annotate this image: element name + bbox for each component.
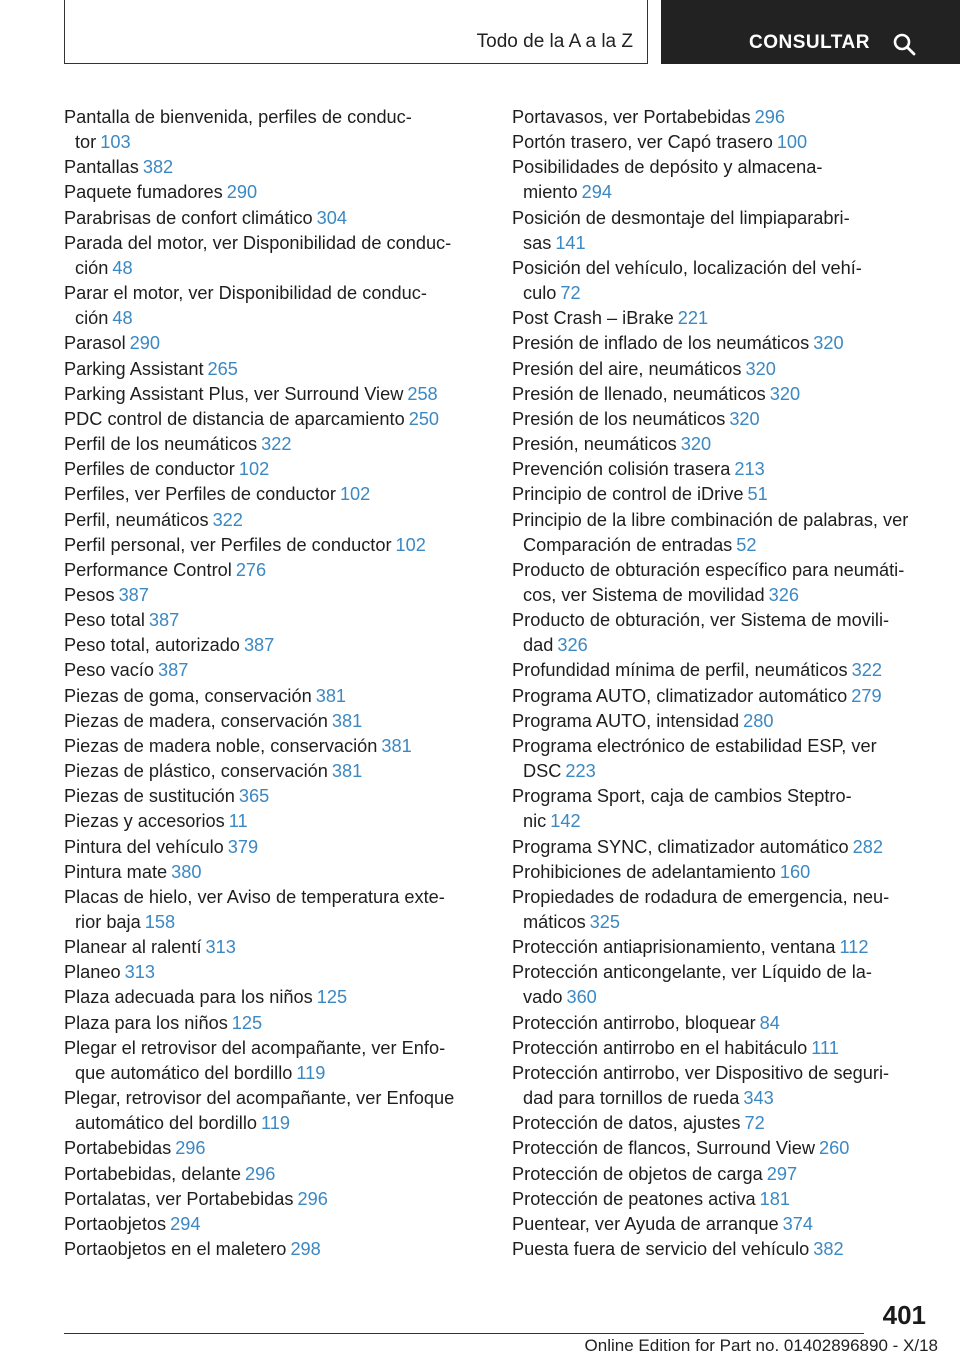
entry-term-continued: cos, ver Sistema de movilidad bbox=[523, 584, 765, 605]
entry-term-continued: ción bbox=[75, 257, 109, 278]
page-link[interactable]: 387 bbox=[148, 610, 180, 631]
entry-term: Protección antirrobo, bloquear bbox=[512, 1012, 756, 1033]
entry-term: Placas de hielo, ver Aviso de temperatura exte- bbox=[64, 886, 445, 907]
page-link[interactable]: 387 bbox=[243, 635, 275, 656]
page-link[interactable]: 52 bbox=[736, 534, 757, 555]
entry-term: Presión, neumáticos bbox=[512, 434, 677, 455]
page-link[interactable]: 276 bbox=[235, 559, 267, 580]
entry-term: Portaobjetos en el maletero bbox=[64, 1239, 287, 1260]
page-link[interactable]: 322 bbox=[212, 509, 243, 530]
entry-term: Pintura del vehículo bbox=[64, 836, 224, 857]
footer-divider bbox=[64, 1333, 864, 1334]
entry-term: PDC control de distancia de aparcamiento bbox=[64, 408, 405, 429]
entry-term: Pesos bbox=[64, 584, 115, 605]
page-link[interactable]: 360 bbox=[566, 987, 597, 1008]
section-title: Todo de la A a la Z bbox=[476, 31, 633, 52]
page-link[interactable]: 320 bbox=[813, 333, 844, 354]
entry-term: Pintura mate bbox=[64, 861, 168, 882]
index-entry bbox=[64, 658, 484, 683]
page-link[interactable]: 382 bbox=[813, 1239, 844, 1260]
index-entry bbox=[512, 835, 942, 860]
page-link[interactable]: 112 bbox=[839, 937, 869, 958]
entry-term: Portalatas, ver Portabebidas bbox=[64, 1188, 294, 1209]
entry-term: Pantallas bbox=[64, 157, 139, 178]
page-link[interactable]: 294 bbox=[170, 1213, 201, 1234]
index-entry bbox=[64, 935, 484, 960]
entry-term: Parada del motor, ver Disponibilidad de conduc- bbox=[64, 232, 452, 253]
index-entry bbox=[512, 382, 942, 407]
entry-term: Performance Control bbox=[64, 559, 232, 580]
entry-term-continued: dad para tornillos de rueda bbox=[523, 1088, 740, 1109]
index-entry bbox=[64, 885, 484, 935]
entry-term: Protección antirrobo en el habitáculo bbox=[512, 1037, 808, 1058]
entry-term: Parasol bbox=[64, 333, 126, 354]
entry-term: Presión de llenado, neumáticos bbox=[512, 383, 766, 404]
page-link[interactable]: 102 bbox=[339, 484, 371, 505]
page-link[interactable]: 296 bbox=[175, 1138, 206, 1159]
index-entry bbox=[512, 105, 942, 130]
page-link[interactable]: 304 bbox=[316, 207, 348, 228]
entry-term: Producto de obturación, ver Sistema de movili- bbox=[512, 610, 890, 631]
index-entry bbox=[64, 784, 484, 809]
index-entry bbox=[64, 960, 484, 985]
entry-term: Post Crash – iBrake bbox=[512, 308, 674, 329]
entry-term-continued: rior baja bbox=[75, 912, 141, 932]
entry-term: Parabrisas de confort climático bbox=[64, 207, 313, 228]
page-link[interactable]: 380 bbox=[171, 861, 202, 882]
index-entry bbox=[512, 1111, 942, 1136]
index-entry bbox=[512, 130, 942, 155]
index-entry bbox=[64, 432, 484, 457]
entry-term: Presión de inflado de los neumáticos bbox=[512, 333, 810, 354]
entry-term: Parar el motor, ver Disponibilidad de conduc- bbox=[64, 283, 427, 304]
footer-edition: Online Edition for Part no. 01402896890 - X/18 bbox=[584, 1336, 938, 1355]
page-link[interactable]: 382 bbox=[142, 157, 174, 178]
entry-term: Peso vacío bbox=[64, 660, 154, 681]
page-link[interactable]: 320 bbox=[769, 383, 801, 404]
page-link[interactable]: 72 bbox=[560, 283, 581, 304]
page-link[interactable]: 381 bbox=[315, 685, 347, 706]
page-link[interactable]: 379 bbox=[227, 836, 259, 857]
section-header bbox=[64, 0, 648, 64]
entry-term: Portón trasero, ver Capó trasero bbox=[512, 132, 773, 153]
page-link[interactable]: 290 bbox=[226, 182, 258, 203]
entry-term-continued: sas bbox=[523, 232, 552, 253]
page-link[interactable]: 158 bbox=[144, 912, 176, 932]
entry-term: Paquete fumadores bbox=[64, 182, 223, 203]
index-entry bbox=[64, 633, 484, 658]
index-entry bbox=[512, 860, 942, 885]
index-entry bbox=[64, 684, 484, 709]
index-entry bbox=[64, 180, 484, 205]
page-link[interactable]: 320 bbox=[729, 408, 760, 429]
entry-term: Piezas de plástico, conservación bbox=[64, 761, 328, 782]
entry-term: Puesta fuera de servicio del vehículo bbox=[512, 1239, 810, 1260]
page-link[interactable]: 48 bbox=[112, 257, 133, 278]
index-entry bbox=[512, 155, 942, 205]
page-link[interactable]: 125 bbox=[231, 1012, 263, 1033]
page-link[interactable]: 181 bbox=[759, 1188, 791, 1209]
page-link[interactable]: 298 bbox=[290, 1239, 321, 1260]
page-link[interactable]: 111 bbox=[811, 1037, 839, 1058]
index-entry bbox=[64, 382, 484, 407]
page-link[interactable]: 260 bbox=[818, 1138, 850, 1159]
page-link[interactable]: 322 bbox=[261, 434, 292, 455]
entry-term: Posición de desmontaje del limpiaparabri- bbox=[512, 207, 850, 228]
page-link[interactable]: 125 bbox=[316, 987, 348, 1008]
index-entry bbox=[512, 684, 942, 709]
index-entry bbox=[64, 1187, 484, 1212]
entry-term: Plaza adecuada para los niños bbox=[64, 987, 313, 1008]
page-link[interactable]: 213 bbox=[734, 459, 765, 480]
page-link[interactable]: 387 bbox=[157, 660, 189, 681]
entry-term: Protección de objetos de carga bbox=[512, 1163, 763, 1184]
index-entry bbox=[64, 583, 484, 608]
index-entry bbox=[64, 1011, 484, 1036]
entry-term: Piezas de sustitución bbox=[64, 786, 235, 807]
page-link[interactable]: 223 bbox=[565, 761, 596, 782]
page-link[interactable]: 294 bbox=[581, 182, 612, 203]
index-entry bbox=[512, 935, 942, 960]
index-entry bbox=[512, 306, 942, 331]
entry-term: Protección de flancos, Surround View bbox=[512, 1138, 815, 1159]
entry-term: Planeo bbox=[64, 962, 121, 983]
index-column-right bbox=[512, 105, 942, 1262]
entry-term-continued: miento bbox=[523, 182, 578, 203]
index-entry bbox=[64, 407, 484, 432]
page-link[interactable]: 326 bbox=[557, 635, 588, 656]
index-entry bbox=[64, 1162, 484, 1187]
page-link[interactable]: 381 bbox=[331, 761, 363, 782]
entry-term: Plaza para los niños bbox=[64, 1012, 228, 1033]
page-link[interactable]: 326 bbox=[768, 584, 799, 605]
index-entry bbox=[512, 432, 942, 457]
entry-term: Propiedades de rodadura de emergencia, neu- bbox=[512, 886, 890, 907]
entry-term: Principio de la libre combinación de palabras, ver bbox=[512, 509, 909, 530]
entry-term-continued: máticos bbox=[523, 912, 586, 932]
entry-term: Protección antirrobo, ver Dispositivo de seguri- bbox=[512, 1062, 890, 1083]
index-entry bbox=[512, 885, 942, 935]
entry-term: Programa electrónico de estabilidad ESP, ver bbox=[512, 735, 877, 756]
index-entry bbox=[512, 1237, 942, 1262]
index-entry bbox=[64, 1212, 484, 1237]
index-entry bbox=[512, 558, 942, 608]
entry-term-continued: tor bbox=[75, 132, 97, 153]
index-entry bbox=[512, 608, 942, 658]
page-link[interactable]: 100 bbox=[776, 132, 808, 153]
entry-term: Planear al ralentí bbox=[64, 937, 202, 958]
index-entry bbox=[512, 1162, 942, 1187]
entry-term: Perfil de los neumáticos bbox=[64, 434, 258, 455]
page-link[interactable]: 381 bbox=[331, 710, 363, 731]
index-entry bbox=[64, 206, 484, 231]
entry-term: Protección anticongelante, ver Líquido de la- bbox=[512, 962, 872, 983]
page-link[interactable]: 142 bbox=[550, 811, 581, 832]
index-entry bbox=[64, 1086, 484, 1136]
index-entry bbox=[512, 1011, 942, 1036]
page-link[interactable]: 103 bbox=[100, 132, 131, 153]
index-entry bbox=[512, 784, 942, 834]
entry-term-continued: DSC bbox=[523, 761, 562, 782]
index-entry bbox=[512, 331, 942, 356]
page-link[interactable]: 374 bbox=[782, 1213, 813, 1234]
page-link[interactable]: 72 bbox=[744, 1113, 765, 1134]
page-link[interactable]: 160 bbox=[779, 861, 811, 882]
entry-term: Posibilidades de depósito y almacena- bbox=[512, 157, 823, 178]
entry-term: Perfil personal, ver Perfiles de conductor bbox=[64, 534, 392, 555]
page-link[interactable]: 365 bbox=[238, 786, 270, 807]
page-link[interactable]: 250 bbox=[408, 408, 440, 429]
index-entry bbox=[64, 558, 484, 583]
page-link[interactable]: 51 bbox=[747, 484, 768, 505]
entry-term: Portaobjetos bbox=[64, 1213, 167, 1234]
index-entry bbox=[64, 1237, 484, 1262]
index-entry bbox=[64, 1036, 484, 1086]
index-entry bbox=[64, 155, 484, 180]
entry-term: Piezas de madera, conservación bbox=[64, 710, 328, 731]
index-entry bbox=[512, 256, 942, 306]
page-link[interactable]: 258 bbox=[407, 383, 438, 404]
index-entry bbox=[512, 508, 942, 558]
page-link[interactable]: 290 bbox=[129, 333, 161, 354]
entry-term-continued: automático del bordillo bbox=[75, 1113, 257, 1134]
entry-term: Presión del aire, neumáticos bbox=[512, 358, 742, 379]
entry-term: Plegar el retrovisor del acompañante, ver Enfo- bbox=[64, 1037, 446, 1058]
entry-term: Presión de los neumáticos bbox=[512, 408, 726, 429]
index-entry bbox=[512, 1036, 942, 1061]
page-link[interactable]: 279 bbox=[851, 685, 882, 706]
page-link[interactable]: 48 bbox=[112, 308, 133, 329]
index-entry bbox=[512, 1187, 942, 1212]
entry-term: Prevención colisión trasera bbox=[512, 459, 731, 480]
page-link[interactable]: 141 bbox=[555, 232, 586, 253]
index-entry bbox=[64, 734, 484, 759]
page-link[interactable]: 325 bbox=[589, 912, 621, 932]
page-link[interactable]: 387 bbox=[118, 584, 149, 605]
entry-term-continued: ción bbox=[75, 308, 109, 329]
page-number: 401 bbox=[882, 1300, 926, 1330]
page-link[interactable]: 296 bbox=[297, 1188, 328, 1209]
entry-term: Protección de peatones activa bbox=[512, 1188, 756, 1209]
page-link[interactable]: 119 bbox=[260, 1113, 290, 1134]
entry-term: Prohibiciones de adelantamiento bbox=[512, 861, 776, 882]
entry-term: Perfiles, ver Perfiles de conductor bbox=[64, 484, 336, 505]
entry-term: Peso total bbox=[64, 610, 145, 631]
page-link[interactable]: 313 bbox=[205, 937, 236, 958]
entry-term: Principio de control de iDrive bbox=[512, 484, 744, 505]
page-link[interactable]: 381 bbox=[381, 735, 412, 756]
page-link[interactable]: 296 bbox=[754, 107, 785, 127]
index-entry bbox=[512, 960, 942, 1010]
entry-term: Posición del vehículo, localización del vehí- bbox=[512, 257, 862, 278]
index-entry bbox=[64, 809, 484, 834]
entry-term: Pantalla de bienvenida, perfiles de conduc- bbox=[64, 107, 412, 127]
entry-term-continued: vado bbox=[523, 987, 563, 1008]
index-entry bbox=[64, 860, 484, 885]
index-entry bbox=[64, 709, 484, 734]
entry-term: Protección antiaprisionamiento, ventana bbox=[512, 937, 836, 958]
index-entry bbox=[512, 709, 942, 734]
consult-button[interactable] bbox=[661, 0, 960, 64]
index-entry bbox=[64, 231, 484, 281]
search-icon bbox=[892, 32, 916, 56]
entry-term: Portabebidas bbox=[64, 1138, 172, 1159]
index-entry bbox=[512, 407, 942, 432]
entry-term-continued: Comparación de entradas bbox=[523, 534, 733, 555]
entry-term: Piezas de goma, conservación bbox=[64, 685, 312, 706]
page-link[interactable]: 84 bbox=[759, 1012, 780, 1033]
index-entry bbox=[64, 457, 484, 482]
entry-term: Programa Sport, caja de cambios Steptro- bbox=[512, 786, 852, 807]
index-entry bbox=[512, 1212, 942, 1237]
index-entry bbox=[64, 508, 484, 533]
entry-term: Perfiles de conductor bbox=[64, 459, 235, 480]
page-link[interactable]: 119 bbox=[296, 1062, 326, 1083]
page-link[interactable]: 343 bbox=[743, 1088, 774, 1109]
page-link[interactable]: 102 bbox=[238, 459, 270, 480]
index-entry bbox=[512, 1136, 942, 1161]
entry-term-continued: dad bbox=[523, 635, 554, 656]
page-link[interactable]: 282 bbox=[852, 836, 883, 857]
entry-term-continued: que automático del bordillo bbox=[75, 1062, 293, 1083]
page-link[interactable]: 11 bbox=[228, 811, 248, 832]
index-entry bbox=[64, 985, 484, 1010]
index-entry bbox=[512, 734, 942, 784]
index-entry bbox=[64, 281, 484, 331]
page-link[interactable]: 297 bbox=[766, 1163, 798, 1184]
page-link[interactable]: 102 bbox=[395, 534, 426, 555]
page-link[interactable]: 265 bbox=[207, 358, 238, 379]
index-entry bbox=[64, 759, 484, 784]
entry-term: Portabebidas, delante bbox=[64, 1163, 241, 1184]
page-link[interactable]: 320 bbox=[680, 434, 712, 455]
entry-term: Portavasos, ver Portabebidas bbox=[512, 107, 751, 127]
entry-term: Peso total, autorizado bbox=[64, 635, 240, 656]
index-entry bbox=[512, 357, 942, 382]
index-column-left bbox=[64, 105, 484, 1262]
entry-term: Piezas y accesorios bbox=[64, 811, 225, 832]
entry-term: Protección de datos, ajustes bbox=[512, 1113, 741, 1134]
entry-term: Profundidad mínima de perfil, neumáticos bbox=[512, 660, 848, 681]
page-link[interactable]: 313 bbox=[124, 962, 155, 983]
entry-term: Puentear, ver Ayuda de arranque bbox=[512, 1213, 779, 1234]
entry-term: Producto de obturación específico para neumáti- bbox=[512, 559, 905, 580]
index-entry bbox=[64, 1136, 484, 1161]
page-link[interactable]: 320 bbox=[745, 358, 776, 379]
index-entry bbox=[64, 105, 484, 155]
index-entry bbox=[64, 835, 484, 860]
entry-term: Parking Assistant Plus, ver Surround View bbox=[64, 383, 404, 404]
entry-term: Plegar, retrovisor del acompañante, ver Enfoque bbox=[64, 1088, 455, 1109]
index-entry bbox=[512, 482, 942, 507]
index-entry bbox=[512, 206, 942, 256]
consult-label: CONSULTAR bbox=[749, 32, 870, 53]
entry-term: Programa AUTO, intensidad bbox=[512, 710, 740, 731]
entry-term: Programa SYNC, climatizador automático bbox=[512, 836, 849, 857]
entry-term: Piezas de madera noble, conservación bbox=[64, 735, 378, 756]
index-entry bbox=[64, 608, 484, 633]
index-entry bbox=[64, 482, 484, 507]
index-entry bbox=[512, 457, 942, 482]
index-entry bbox=[512, 658, 942, 683]
entry-term: Perfil, neumáticos bbox=[64, 509, 209, 530]
entry-term: Programa AUTO, climatizador automático bbox=[512, 685, 848, 706]
page-link[interactable]: 296 bbox=[244, 1163, 276, 1184]
index-entry bbox=[64, 533, 484, 558]
index-entry bbox=[64, 357, 484, 382]
entry-term: Parking Assistant bbox=[64, 358, 204, 379]
page-link[interactable]: 280 bbox=[743, 710, 774, 731]
entry-term-continued: culo bbox=[523, 283, 557, 304]
page-link[interactable]: 322 bbox=[851, 660, 882, 681]
page-link[interactable]: 221 bbox=[677, 308, 709, 329]
index-entry bbox=[64, 331, 484, 356]
index-entry bbox=[512, 1061, 942, 1111]
entry-term-continued: nic bbox=[523, 811, 547, 832]
